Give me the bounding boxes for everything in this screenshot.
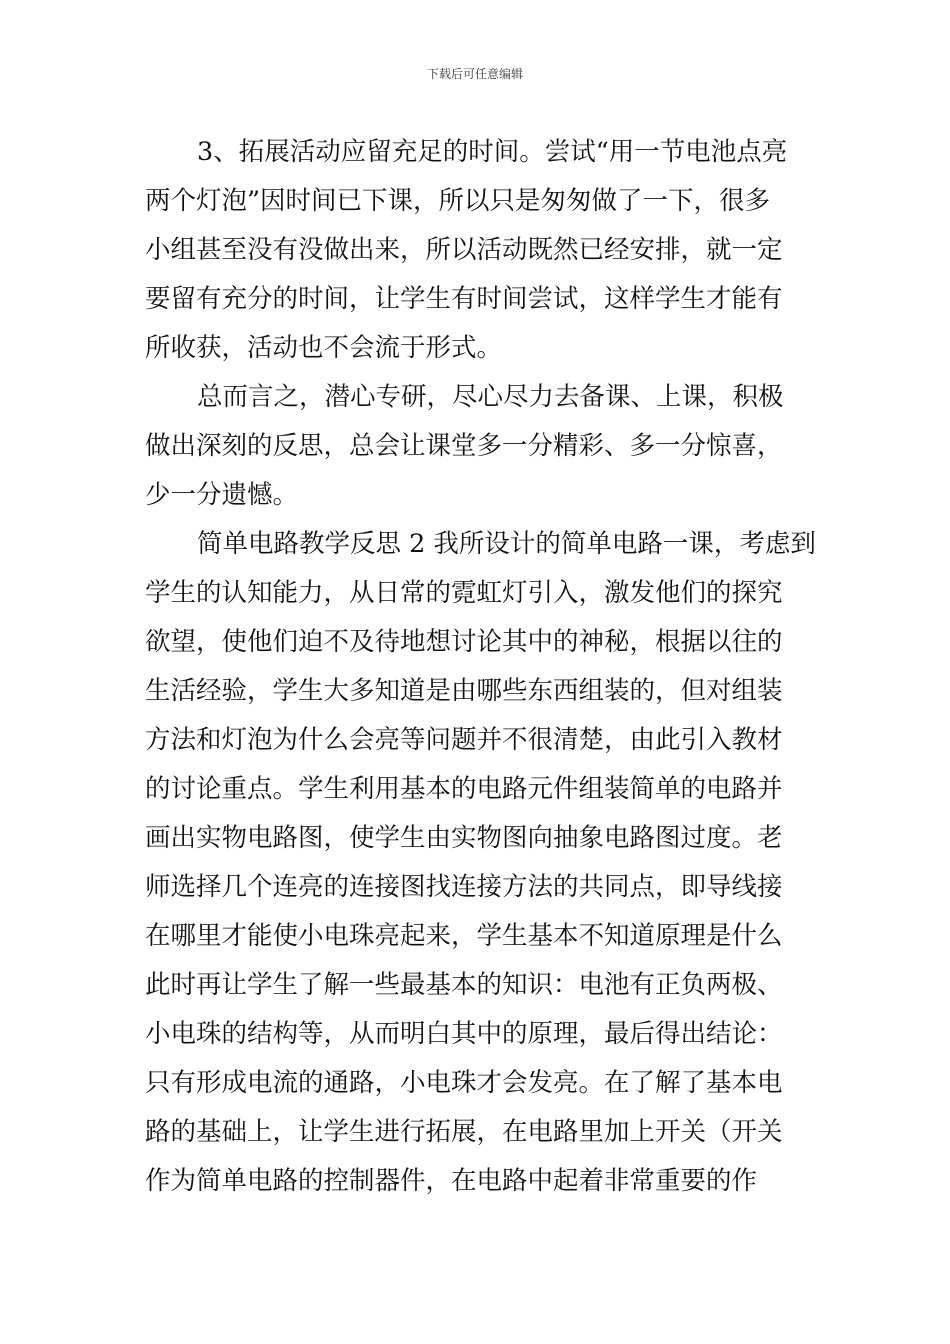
text-line: 欲望，使他们迫不及待地想讨论其中的神秘，根据以往的 — [145, 627, 783, 657]
text-line: 的讨论重点。学生利用基本的电路元件组装简单的电路并 — [145, 774, 783, 804]
document-body — [145, 128, 816, 1206]
text-line: 路的基础上，让学生进行拓展，在电路里加上开关（开关 — [145, 1117, 783, 1147]
text-line: 要留有充分的时间，让学生有时间尝试，这样学生才能有 — [145, 284, 783, 314]
text-line: 两个灯泡”因时间已下课，所以只是匆匆做了一下，很多 — [145, 186, 771, 216]
text-line: 此时再让学生了解一些最基本的知识：电池有正负两极、 — [145, 970, 783, 1000]
text-line: 少一分遗憾。 — [145, 480, 299, 510]
text-line: 方法和灯泡为什么会亮等问题并不很清楚，由此引入教材 — [145, 725, 783, 755]
text-line: 小电珠的结构等，从而明白其中的原理，最后得出结论： — [145, 1019, 783, 1049]
text-line: 简单电路教学反思 2 我所设计的简单电路一课，考虑到 — [197, 529, 816, 559]
page-header: 下载后可任意编辑 — [426, 67, 523, 81]
text-line: 只有形成电流的通路，小电珠才会发亮。在了解了基本电 — [145, 1068, 783, 1098]
paragraph-reflection-2 — [145, 520, 816, 1206]
text-line: 总而言之，潜心专研，尽心尽力去备课、上课，积极 — [197, 382, 784, 412]
text-line: 作为简单电路的控制器件，在电路中起着非常重要的作 — [145, 1166, 758, 1196]
text-line: 生活经验，学生大多知道是由哪些东西组装的，但对组装 — [145, 676, 783, 706]
text-line: 所收获，活动也不会流于形式。 — [145, 333, 503, 363]
text-line: 学生的认知能力，从日常的霓虹灯引入，激发他们的探究 — [145, 578, 783, 608]
paragraph-activity-time — [145, 128, 809, 373]
text-line: 画出实物电路图，使学生由实物图向抽象电路图过度。老 — [145, 823, 783, 853]
text-line: 师选择几个连亮的连接图找连接方法的共同点，即导线接 — [145, 872, 783, 902]
text-line: 小组甚至没有没做出来，所以活动既然已经安排，就一定 — [145, 235, 783, 265]
text-line: 3、拓展活动应留充足的时间。尝试“用一节电池点亮 — [197, 137, 788, 167]
text-line: 在哪里才能使小电珠亮起来，学生基本不知道原理是什么 — [145, 921, 783, 951]
text-line: 做出深刻的反思，总会让课堂多一分精彩、多一分惊喜， — [145, 431, 783, 461]
paragraph-summary — [145, 373, 809, 520]
